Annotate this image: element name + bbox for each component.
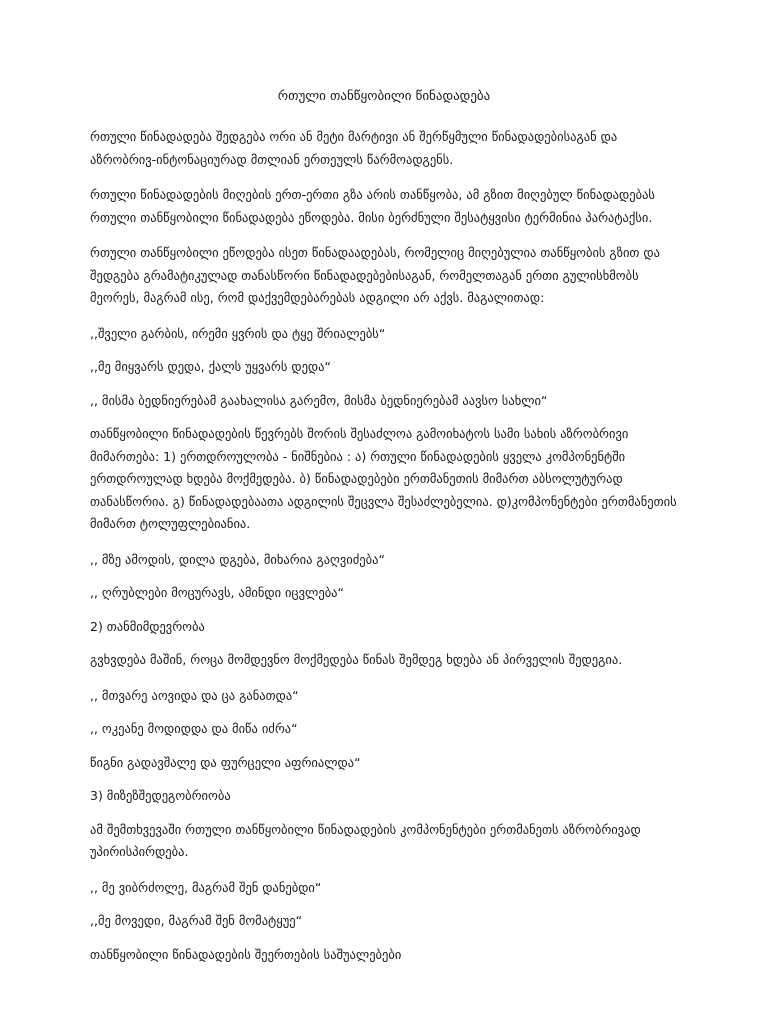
example-quote: ,,მე მიყვარს დედა, ქალს უყვარს დედა“ [90,359,331,374]
paragraph-definition: რთული წინადადება შედგება ორი ან მეტი მარტივი ან შერწყმული წინადადებისაგან და აზრობრივ-ინტონაციურად მთლიან ერთეულს წარმოადგენს. [90,129,618,167]
paragraph-parataxis: რთული წინადადების მიღების ერთ-ერთი გზა არის თანწყობა, ამ გზით მიღებულ წინადადებას რთული თანწყობილი წინადადება ეწოდება. მისი ბერძნული შესატყვისი ტერმინია პარატაქსი. [90,187,655,225]
example-quote: ,, მთვარე აოვიდა და ცა განათდა“ [90,687,299,703]
example-quote: წიგნი გადავშალე და ფურცელი აფრიალდა“ [90,754,361,770]
section-heading-causality: 3) მიზეზშედეგობრიობა [90,788,231,803]
paragraph-sequence: გვხვდება მაშინ, როცა მომდევნო მოქმედება წინას შემდეგ ხდება ან პირველის შედეგია. [90,652,623,667]
example-quote: ,, მისმა ბედნიერებამ გაახალისა გარემო, მისმა ბედნიერებამ აავსო სახლი“ [90,392,548,408]
paragraph-causality: ამ შემთხვევაში რთული თანწყობილი წინადადების კომპონენტები ერთმანეთს აზრობრივად უპირისპირდება. [90,821,641,859]
example-quote: ,, მზე ამოდის, დილა დგება, მიხარია გაღვიძება“ [90,551,385,567]
example-quote: ,, მე ვიბრძოლე, მაგრამ შენ დანებდი“ [90,879,322,895]
example-quote: ,, ღრუბლები მოცურავს, ამინდი იცვლება“ [90,585,344,600]
example-quote: ,,მე მოვედი, მაგრამ შენ მომატყუე“ [90,913,303,928]
document-title: რთული თანწყობილი წინადადება [277,89,491,104]
section-heading-sequence: 2) თანმიმდევრობა [90,618,205,634]
paragraph-connection-means: თანწყობილი წინადადების შეერთების საშუალებები [90,946,402,962]
paragraph-relations: თანწყობილი წინადადების წევრებს შორის შესაძლოა გამოიხატოს სამი სახის აზრობრივი მიმართება: 1) ერთდროულობა - ნიშნებია : ა) რთული წინადადების ყველა კომპონენტში ერთდროულად ხდება მოქმედება. ბ) წინადადებები ერთმანეთის მიმართ აბსოლუტურად თანასწორია. გ) წინადადებაათა ადგილის შეცვლა შესაძლებელია. დ)კომპონენტები ერთმანეთის მიმართ ტოლუფლებიანია. [90,426,677,531]
paragraph-compound-sentence: რთული თანწყობილი ეწოდება ისეთ წინადაადებას, რომელიც მიღებულია თანწყობის გზით და შედგება გრამატიკულად თანასწორი წინადადებებისაგან, რომელთაგან ერთი გულისხმობს მეორეს, მაგრამ ისე, რომ დაქვემდებარებას ადგილი არ აქვს. მაგალითად: [90,245,660,305]
example-quote: ,,შველი გარბის, ირემი ყვრის და ტყე შრიალებს“ [90,325,386,341]
example-quote: ,, ოკეანე მოდიდდა და მიწა იძრა“ [90,721,298,736]
